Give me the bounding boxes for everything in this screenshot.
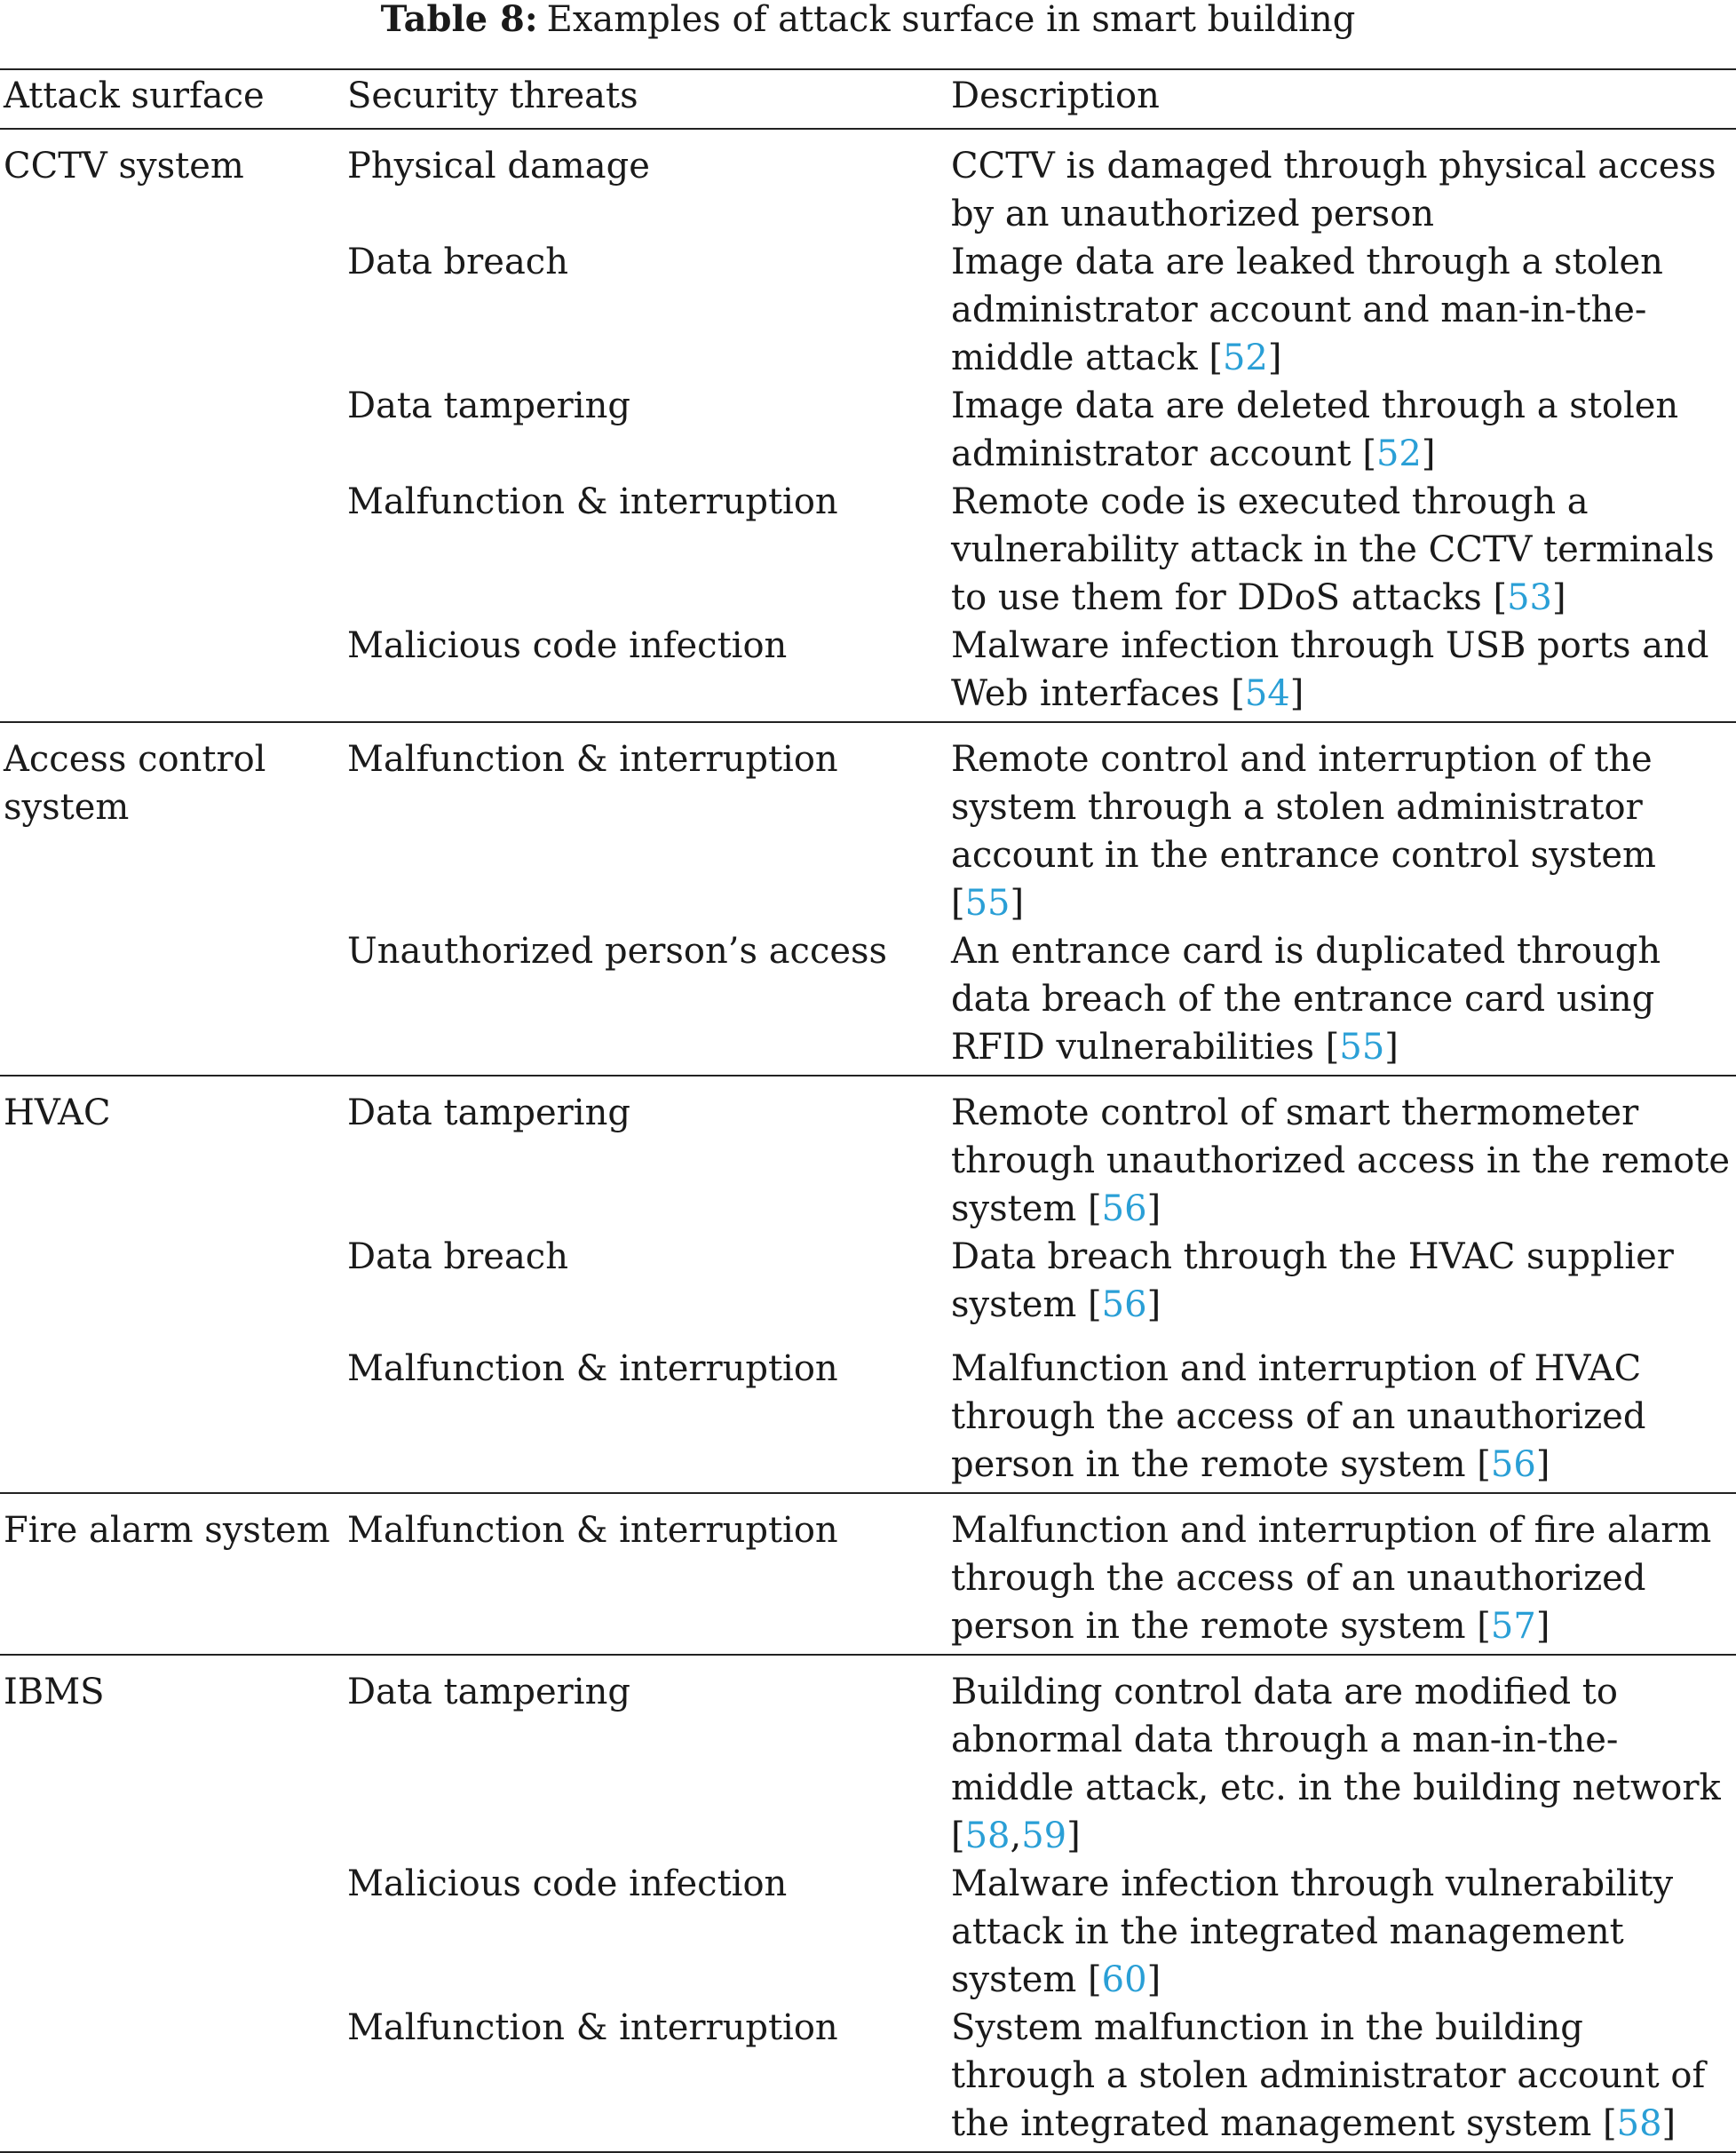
table-row [0, 478, 1736, 622]
cell-description: Malfunction and interruption of HVAC through the access of an unauthorized person in the remote system [56] [947, 1345, 1736, 1493]
description-text: Remote control and interruption of the system through a stolen administrator account in the entrance control system [951, 739, 1656, 876]
description-text: Building control data are modified to abnormal data through a man-in-the-middle attack, etc. in the building network [951, 1672, 1721, 1808]
cell-description: Malware infection through USB ports and Web interfaces [54] [947, 622, 1736, 722]
cell-description: Remote control and interruption of the system through a stolen administrator account in the entrance control system [55] [951, 739, 1656, 924]
description-text: Remote control of smart thermometer through unauthorized access in the remote system [951, 1092, 1731, 1229]
cell-description: Building control data are modified to abnormal data through a man-in-the-middle attack, etc. in the building network [58,59] [951, 1672, 1721, 1856]
table-row [0, 2004, 1736, 2152]
cell-security-threat: Malicious code infection [347, 1863, 788, 1904]
table-row [0, 722, 1736, 927]
cell-attack-surface: IBMS [4, 1672, 105, 1712]
header-security-threats: Security threats [344, 69, 947, 129]
cell-security-threat: Data tampering [347, 1672, 630, 1712]
cell-description: Image data are deleted through a stolen administrator account [52] [951, 385, 1679, 474]
table-row [0, 1860, 1736, 2004]
description-text: Malfunction and interruption of HVAC through the access of an unauthorized person in the remote system [951, 1348, 1646, 1485]
cell-attack-surface [0, 2004, 344, 2152]
cell-description: Remote control of smart thermometer through unauthorized access in the remote system [56] [951, 1092, 1731, 1229]
cell-security-threat: Unauthorized person’s access [344, 927, 947, 1076]
cell-description: Malfunction and interruption of fire alarm through the access of an unauthorized person in the remote system [57] [947, 1493, 1736, 1655]
cell-attack-surface: Fire alarm system [0, 1493, 344, 1655]
citation-link[interactable]: 55 [964, 883, 1011, 924]
cell-security-threat: Malfunction & interruption [344, 2004, 947, 2152]
cell-security-threat: Data breach [347, 242, 568, 282]
cell-security-threat: Physical damage [347, 146, 650, 187]
citation-link[interactable]: 58 [964, 1815, 1011, 1856]
citation-link[interactable]: 52 [1375, 433, 1422, 474]
cell-security-threat: Malicious code infection [344, 622, 947, 722]
table-caption [0, 0, 1736, 39]
citation-link[interactable]: 56 [1490, 1444, 1536, 1485]
cell-attack-surface: Access control system [4, 739, 266, 828]
citation-link[interactable]: 54 [1244, 673, 1290, 714]
cell-description [947, 129, 1736, 238]
description-text: Image data are deleted through a stolen administrator account [951, 385, 1679, 474]
table-row [0, 927, 1736, 1076]
citation-link[interactable]: 53 [1507, 577, 1553, 618]
table-caption-text: Examples of attack surface in smart building [546, 0, 1356, 40]
cell-attack-surface [0, 622, 344, 722]
cell-attack-surface [0, 1860, 344, 2004]
description-text: Malware infection through vulnerability attack in the integrated management system [951, 1863, 1674, 2000]
table-row [0, 238, 1736, 382]
cell-attack-surface [0, 478, 344, 622]
table-header-row [0, 69, 1736, 129]
header-description: Description [947, 69, 1736, 129]
cell-description: Malware infection through vulnerability attack in the integrated management system [60] [951, 1863, 1674, 2000]
cell-security-threat: Malfunction & interruption [344, 1345, 947, 1493]
description-text: Malware infection through USB ports and Web interfaces [951, 625, 1709, 714]
cell-security-threat: Data breach [347, 1236, 568, 1277]
table-row [0, 1345, 1736, 1493]
description-text: Remote code is executed through a vulnerability attack in the CCTV terminals to use them for DDoS attacks [951, 481, 1715, 618]
cell-security-threat: Data tampering [347, 385, 630, 426]
description-text: Malfunction and interruption of fire alarm through the access of an unauthorized person in the remote system [951, 1510, 1712, 1647]
table-row [0, 622, 1736, 722]
cell-attack-surface [0, 1233, 344, 1345]
cell-attack-surface [0, 927, 344, 1076]
cell-attack-surface [0, 1345, 344, 1493]
cell-description: Remote code is executed through a vulnerability attack in the CCTV terminals to use them for DDoS attacks [53] [951, 481, 1715, 618]
cell-attack-surface: HVAC [4, 1092, 111, 1133]
table-row [0, 1493, 1736, 1655]
citation-link[interactable]: 55 [1339, 1027, 1385, 1068]
cell-description: An entrance card is duplicated through data breach of the entrance card using RFID vulnerabilities [55] [947, 927, 1736, 1076]
description-text: Image data are leaked through a stolen administrator account and man-in-the-middle attack [951, 242, 1663, 378]
description-text: System malfunction in the building through a stolen administrator account of the integrated management system [951, 2007, 1706, 2144]
cell-attack-surface [0, 382, 344, 478]
table-caption-label: Table 8: [380, 0, 538, 40]
citation-link[interactable]: 52 [1222, 338, 1268, 378]
cell-description: Image data are leaked through a stolen administrator account and man-in-the-middle attack [52] [951, 242, 1663, 378]
table-row [0, 1655, 1736, 1860]
table-row [0, 1233, 1736, 1345]
header-attack-surface: Attack surface [0, 69, 344, 129]
citation-link[interactable]: 56 [1101, 1188, 1147, 1229]
cell-security-threat: Malfunction & interruption [344, 1493, 947, 1655]
table-row [0, 382, 1736, 478]
table-body [0, 129, 1736, 2152]
attack-surface-table [0, 68, 1736, 2153]
cell-security-threat: Data tampering [347, 1092, 630, 1133]
cell-attack-surface [0, 238, 344, 382]
description-text: Data breach through the HVAC supplier system [951, 1236, 1674, 1325]
description-text: CCTV is damaged through physical access by an unauthorized person [951, 146, 1716, 234]
citation-link[interactable]: 59 [1021, 1815, 1067, 1856]
table-row [0, 1076, 1736, 1233]
cell-attack-surface: CCTV system [4, 146, 244, 187]
citation-link[interactable]: 56 [1101, 1284, 1147, 1325]
table-row [0, 129, 1736, 238]
cell-description: System malfunction in the building through a stolen administrator account of the integrated management system [58] [947, 2004, 1736, 2152]
cell-description: Data breach through the HVAC supplier system [56] [951, 1236, 1674, 1325]
citation-link[interactable]: 60 [1101, 1959, 1147, 2000]
table-header [0, 69, 1736, 129]
citation-link[interactable]: 57 [1490, 1606, 1536, 1647]
cell-security-threat: Malfunction & interruption [347, 739, 838, 780]
description-text: An entrance card is duplicated through data breach of the entrance card using RFID vulnerabilities [951, 931, 1661, 1068]
cell-security-threat: Malfunction & interruption [347, 481, 838, 522]
citation-link[interactable]: 58 [1616, 2103, 1662, 2144]
